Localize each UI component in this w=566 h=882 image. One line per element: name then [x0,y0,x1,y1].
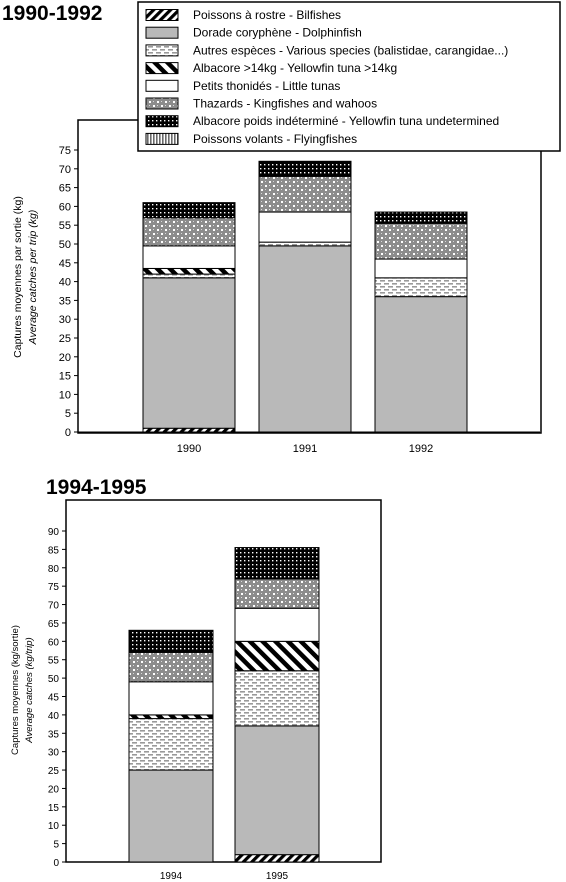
legend-label-various: Autres espèces - Various species (balistidae, carangidae...) [193,43,509,58]
bar-segment-king-1995 [235,579,319,608]
bar-segment-yftund-1995 [235,548,319,579]
bar-segment-yftund-1994 [129,630,213,652]
bar-segment-little-1992 [375,259,467,278]
y-tick-label: 60 [47,637,59,649]
bar-segment-king-1992 [375,223,467,259]
bar-segment-various-1995 [235,671,319,726]
legend-box [138,2,560,151]
bar-segment-yft14-1990 [143,268,235,274]
y-axis-label: Captures moyennes (kg/sortie) [10,625,21,755]
y-tick-label: 70 [47,600,59,612]
plot-frame [66,500,381,862]
bar-segment-yftund-1991 [259,161,351,176]
y-tick-label: 0 [64,427,71,439]
legend-label-yftund: Albacore poids indéterminé - Yellowfin tuna undetermined [193,114,500,129]
legend-swatch-yft14 [146,63,178,74]
bar-segment-dolph-1992 [375,297,467,432]
y-tick-label: 10 [47,821,59,833]
bar-stacks [129,548,319,862]
y-tick-label: 80 [47,563,59,575]
y-axis-ticks [59,145,78,439]
y-tick-label: 0 [53,858,59,869]
bar-segment-yftund-1992 [375,212,467,223]
y-tick-label: 45 [58,257,71,270]
y-axis-label: Captures moyennes par sortie (kg) [12,196,24,358]
bar-segment-little-1994 [129,682,213,715]
y-axis-label-en: Average catches (kg/trip) [24,637,35,743]
bar-segment-dolph-1991 [259,246,351,432]
bar-segment-dolph-1995 [235,726,319,855]
legend-swatch-flying [146,133,178,144]
y-tick-label: 10 [58,389,71,402]
legend [138,2,560,151]
x-axis-ticks [177,443,433,455]
y-tick-label: 25 [58,333,71,345]
y-tick-label: 65 [58,182,71,195]
bar-segment-king-1991 [259,176,351,212]
x-tick-label-1992: 1992 [408,443,434,455]
legend-swatch-king [146,98,178,109]
bar-stacks [143,161,467,432]
bar-segment-various-1990 [143,274,235,278]
y-tick-label: 75 [47,582,59,594]
bar-segment-king-1990 [143,218,235,246]
x-tick-label-1994: 1994 [159,871,183,882]
y-tick-label: 15 [47,802,59,814]
bar-segment-dolph-1994 [129,770,213,862]
bar-segment-various-1994 [129,719,213,770]
y-tick-label: 35 [47,729,59,741]
y-tick-label: 40 [58,276,71,289]
bar-segment-bill-1990 [143,428,235,432]
legend-label-yft14: Albacore >14kg - Yellowfin tuna >14kg [193,61,398,76]
chart-title: 1990-1992 [2,2,103,25]
y-tick-label: 75 [58,145,71,157]
bar-segment-king-1994 [129,652,213,681]
y-tick-label: 15 [58,370,71,383]
y-tick-label: 60 [58,201,71,214]
legend-label-flying: Poissons volants - Flyingfishes [193,131,358,146]
y-tick-label: 55 [47,655,59,667]
legend-swatch-dolph [146,27,178,38]
bar-segment-various-1991 [259,242,351,246]
y-tick-label: 5 [53,839,59,851]
y-tick-label: 50 [58,239,71,251]
y-tick-label: 90 [47,527,59,538]
legend-label-little: Petits thonidés - Little tunas [193,78,341,93]
y-axis-label-en: Average catches per trip (kg) [27,209,39,345]
bar-segment-yftund-1990 [143,203,235,218]
legend-label-bill: Poissons à rostre - Bilfishes [193,8,342,22]
bar-segment-little-1995 [235,608,319,641]
y-tick-label: 30 [47,747,59,759]
bar-segment-little-1990 [143,246,235,269]
y-tick-label: 35 [58,295,71,308]
y-tick-label: 25 [47,766,59,778]
legend-swatch-bill [146,10,178,21]
y-tick-label: 55 [58,220,71,233]
y-tick-label: 50 [47,674,59,686]
y-tick-label: 85 [47,545,59,557]
bar-segment-yft14-1994 [129,715,213,719]
x-tick-label-1995: 1995 [265,871,289,882]
legend-swatch-various [146,45,178,56]
y-tick-label: 40 [47,710,59,722]
chart-1994-1995 [10,476,381,882]
x-axis-ticks [160,871,289,882]
y-tick-label: 45 [47,692,59,704]
y-tick-label: 30 [58,314,71,327]
bar-segment-yft14-1995 [235,641,319,670]
y-tick-label: 5 [64,408,71,421]
bar-segment-bill-1995 [235,855,319,862]
bar-segment-little-1991 [259,212,351,242]
x-tick-label-1990: 1990 [176,443,202,455]
y-axis-ticks [48,527,66,869]
legend-swatch-little [146,80,178,91]
chart-title: 1994-1995 [46,476,147,499]
legend-swatch-yftund [146,116,178,127]
legend-label-king: Thazards - Kingfishes and wahoos [193,96,378,111]
y-tick-label: 65 [47,618,59,630]
y-tick-label: 70 [58,163,71,176]
legend-label-dolph: Dorade coryphène - Dolphinfish [193,25,362,40]
y-tick-label: 20 [47,784,59,796]
y-tick-label: 20 [58,351,71,364]
x-tick-label-1991: 1991 [292,443,318,455]
bar-segment-dolph-1990 [143,278,235,428]
bar-segment-various-1992 [375,278,467,297]
